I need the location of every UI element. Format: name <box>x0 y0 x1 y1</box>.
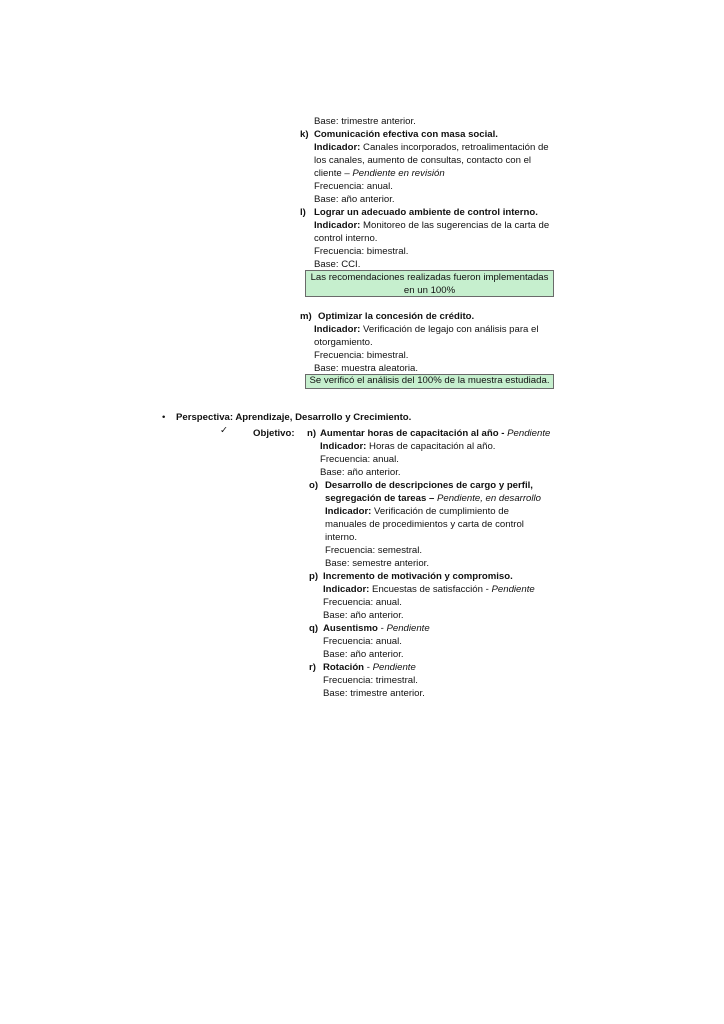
item-p-base: Base: año anterior. <box>323 610 404 621</box>
separator: - <box>364 662 373 673</box>
indicator-label: Indicador: <box>314 142 361 153</box>
item-l-letter: l) <box>300 207 306 218</box>
indicator-text: Verificación de cumplimiento de <box>374 506 509 517</box>
item-l-indicator-line2: control interno. <box>314 233 378 244</box>
item-k-frequency: Frecuencia: anual. <box>314 181 393 192</box>
item-r-letter: r) <box>309 662 316 673</box>
note-line-2: en un 100% <box>403 284 456 296</box>
item-k-indicator-line3 <box>314 168 445 181</box>
indicator-text: Monitoreo de las sugerencias de la carta de <box>363 220 550 231</box>
item-l-result-note <box>305 270 554 297</box>
item-k-indicator-line2: los canales, aumento de consultas, contacto con el <box>314 155 532 166</box>
checkmark-icon: ✓ <box>220 425 229 436</box>
item-r-title <box>323 662 416 675</box>
indicator-label: Indicador: <box>325 506 372 517</box>
item-m-indicator <box>314 324 539 337</box>
item-o-title-line2 <box>325 493 541 506</box>
status-text: Pendiente <box>507 428 551 439</box>
note-line-1: Las recomendaciones realizadas fueron implementadas <box>310 272 549 283</box>
item-q-title <box>323 623 430 636</box>
item-m-base: Base: muestra aleatoria. <box>314 363 418 374</box>
item-o-frequency: Frecuencia: semestral. <box>325 545 423 556</box>
indicator-text: Verificación de legajo con análisis para el <box>363 324 539 335</box>
item-p-frequency: Frecuencia: anual. <box>323 597 402 608</box>
status-text: Pendiente <box>491 584 535 595</box>
bullet-icon: • <box>162 412 166 423</box>
item-p-title: Incremento de motivación y compromiso. <box>323 571 513 582</box>
indicator-label: Indicador: <box>314 324 361 335</box>
status-text: Pendiente <box>386 623 430 634</box>
item-o-letter: o) <box>309 480 319 491</box>
item-n-letter: n) <box>307 428 317 439</box>
item-k-letter: k) <box>300 129 309 140</box>
item-p-indicator <box>323 584 535 597</box>
title-text: Rotación <box>323 662 365 673</box>
item-o-indicator <box>325 506 509 519</box>
item-n-base: Base: año anterior. <box>320 467 401 478</box>
item-q-base: Base: año anterior. <box>323 649 404 660</box>
indicator-label: Indicador: <box>314 220 361 231</box>
item-o-indicator-line3: interno. <box>325 532 357 543</box>
item-k-indicator <box>314 142 549 155</box>
item-r-base: Base: trimestre anterior. <box>323 688 425 699</box>
item-n-title <box>320 428 550 441</box>
item-m-title: Optimizar la concesión de crédito. <box>318 311 475 322</box>
item-o-title-line1: Desarrollo de descripciones de cargo y perfil, <box>325 480 533 491</box>
item-m-indicator-line2: otorgamiento. <box>314 337 373 348</box>
item-m-result-note: Se verificó el análisis del 100% de la muestra estudiada. <box>305 374 554 389</box>
item-n-indicator <box>320 441 495 454</box>
title-text: Aumentar horas de capacitación al año - <box>320 428 508 439</box>
item-l-base: Base: CCI. <box>314 259 361 270</box>
item-k-title: Comunicación efectiva con masa social. <box>314 129 498 140</box>
item-o-indicator-line2: manuales de procedimientos y carta de control <box>325 519 524 530</box>
perspective-heading: Perspectiva: Aprendizaje, Desarrollo y Crecimiento. <box>176 412 412 423</box>
item-q-letter: q) <box>309 623 319 634</box>
item-l-title: Lograr un adecuado ambiente de control interno. <box>314 207 538 218</box>
item-m-letter: m) <box>300 311 312 322</box>
indicator-label: Indicador: <box>320 441 367 452</box>
item-l-frequency: Frecuencia: bimestral. <box>314 246 409 257</box>
base-previous: Base: trimestre anterior. <box>314 116 416 127</box>
title-text: Ausentismo <box>323 623 378 634</box>
separator: - <box>377 623 387 634</box>
indicator-text: Encuestas de satisfacción - <box>372 584 492 595</box>
indicator-text: cliente – <box>314 168 353 179</box>
status-text: Pendiente en revisión <box>352 168 445 179</box>
item-k-base: Base: año anterior. <box>314 194 395 205</box>
objetivo-label: Objetivo: <box>253 428 295 439</box>
indicator-text: Canales incorporados, retroalimentación de <box>363 142 549 153</box>
item-r-frequency: Frecuencia: trimestral. <box>323 675 418 686</box>
title-text: segregación de tareas – <box>325 493 437 504</box>
item-m-frequency: Frecuencia: bimestral. <box>314 350 409 361</box>
item-q-frequency: Frecuencia: anual. <box>323 636 402 647</box>
status-text: Pendiente, en desarrollo <box>436 493 541 504</box>
item-o-base: Base: semestre anterior. <box>325 558 429 569</box>
item-l-indicator <box>314 220 549 233</box>
indicator-text: Horas de capacitación al año. <box>369 441 496 452</box>
item-p-letter: p) <box>309 571 319 582</box>
indicator-label: Indicador: <box>323 584 370 595</box>
status-text: Pendiente <box>372 662 416 673</box>
item-n-frequency: Frecuencia: anual. <box>320 454 399 465</box>
